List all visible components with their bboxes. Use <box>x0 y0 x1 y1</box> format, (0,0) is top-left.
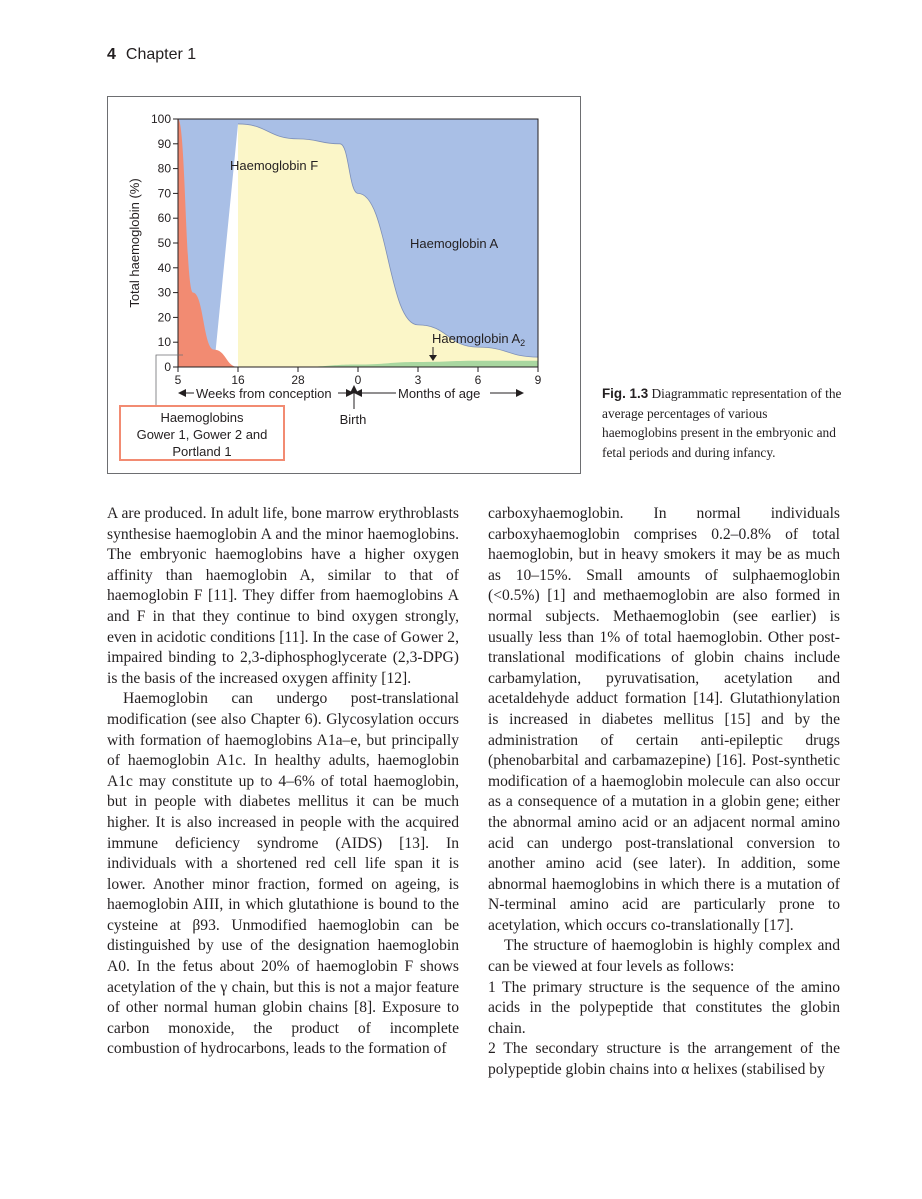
months-label: Months of age <box>398 386 481 401</box>
weeks-label: Weeks from conception <box>196 386 332 401</box>
birth-label: Birth <box>339 412 367 427</box>
y-axis-label: Total haemoglobin (%) <box>127 178 142 308</box>
y-tick-label: 90 <box>157 136 171 151</box>
y-axis <box>151 112 178 374</box>
paragraph: carboxyhaemoglobin. In normal individuals carboxyhaemoglobin comprises 0.2–0.8% of total haemoglobin, but in heavy smokers it may be as much as 10–15%. Small amounts of sulphaemoglobin (<0.5%) [1] and methaemoglobin are also formed in normal subjects. Methaemoglobin (see earlier) is usually less than 1% of total haemoglobin. Other post-translational modifications of globin chains include carbamylation, pyruvatisation, acetylation and acetaldehyde adduct formation [14]. Glutathionylation is increased in diabetes mellitus [15] and by the administration of certain anti-epileptic drugs (phenobarbital and carbamazepine) [16]. Post-synthetic modification of a haemoglobin molecule can also occur as a consequence of a mutation in a globin gene; either the abnormal amino acid or an adjacent normal amino acid can undergo post-translational conversion to another amino acid (see later). In addition, some abnormal haemoglobins in which there is a mutation of N-terminal amino acid are particularly prone to acetylation, which occurs co-translationally [17]. <box>488 505 840 934</box>
gower-label-line3: Portland 1 <box>172 444 232 459</box>
body-column-right <box>488 504 840 1081</box>
y-tick-label: 50 <box>157 236 171 250</box>
y-tick-label: 60 <box>157 211 171 226</box>
y-tick-label: 100 <box>150 112 171 126</box>
x-tick-label: 5 <box>174 373 182 387</box>
paragraph: A are produced. In adult life, bone marrow erythroblasts synthesise haemoglobin A and the minor haemoglobins. The embryonic haemoglobins have a higher oxygen affinity than haemoglobin A, similar to that of haemoglobin F [11]. They differ from haemoglobins A and F in that they continue to bind oxygen strongly, even in acidotic conditions [11]. In the case of Gower 2, impaired binding to 2,3-diphosphoglycerate (2,3-DPG) is the basis of the increased oxygen affinity [12]. <box>107 505 459 687</box>
list-item: 2 The secondary structure is the arrangement of the polypeptide globin chains into α helixes (stabilised by <box>488 1040 840 1079</box>
y-tick-label: 70 <box>157 186 171 201</box>
y-tick-label: 10 <box>157 335 171 350</box>
y-tick-label: 0 <box>164 360 171 374</box>
list-item: 1 The primary structure is the sequence of the amino acids in the polypeptide that constitutes the globin chain. <box>488 978 840 1037</box>
x-axis <box>175 367 542 387</box>
label-haemoglobin-a: Haemoglobin A <box>410 236 499 251</box>
page-header <box>107 46 196 64</box>
x-tick-label: 16 <box>231 373 245 387</box>
page-number: 4 <box>107 46 116 63</box>
months-arrow-right <box>516 389 524 397</box>
gower-label-line2: Gower 1, Gower 2 and <box>136 427 268 442</box>
paragraph: The structure of haemoglobin is highly complex and can be viewed at four levels as follows: <box>488 937 840 976</box>
figure-frame <box>107 96 581 474</box>
haemoglobin-chart <box>108 97 580 473</box>
y-tick-label: 80 <box>157 161 171 176</box>
x-tick-label: 0 <box>354 373 362 387</box>
y-tick-label: 40 <box>157 260 171 275</box>
x-tick-label: 6 <box>474 373 482 387</box>
x-tick-label: 9 <box>534 373 542 387</box>
figure-caption <box>602 384 842 462</box>
x-tick-label: 3 <box>414 373 422 387</box>
chapter-title: Chapter 1 <box>125 46 197 63</box>
paragraph: Haemoglobin can undergo post-translational modification (see also Chapter 6). Glycosylation occurs with formation of haemoglobins A1a–e, but principally of haemoglobin A1c. In healthy adults, haemoglobin A1c may constitute up to 4–6% of total haemoglobin, but in people with diabetes mellitus it can be much higher. It is also increased in people with the acquired immune deficiency syndrome (AIDS) [13]. In individuals with a shortened red cell life span it is lower. Another minor fraction, formed on ageing, is haemoglobin AIII, in which glutathione is bound to the cysteine at β93. Unmodified haemoglobin can be distinguished by use of the designation haemoglobin A0. In the fetus about 20% of haemoglobin F shows acetylation of the γ chain, but this is not a major feature of other normal human globin chains [8]. Exposure to carbon monoxide, the product of incomplete combustion of hydrocarbons, leads to the formation of <box>107 690 459 1058</box>
caption-text: Diagrammatic representation of the average percentages of various haemoglobins present in the embryonic and fetal periods and during infancy. <box>602 386 842 460</box>
label-haemoglobin-f: Haemoglobin F <box>230 158 319 173</box>
y-tick-label: 30 <box>157 285 171 300</box>
gower-label-line1: Haemoglobins <box>160 410 244 425</box>
x-tick-label: 28 <box>291 373 305 387</box>
label-haemoglobin-a2: Haemoglobin $A_2$ <box>432 331 526 348</box>
body-column-left <box>107 504 459 1060</box>
y-tick-label: 20 <box>157 310 171 325</box>
caption-label: Fig. 1.3 <box>602 386 649 401</box>
